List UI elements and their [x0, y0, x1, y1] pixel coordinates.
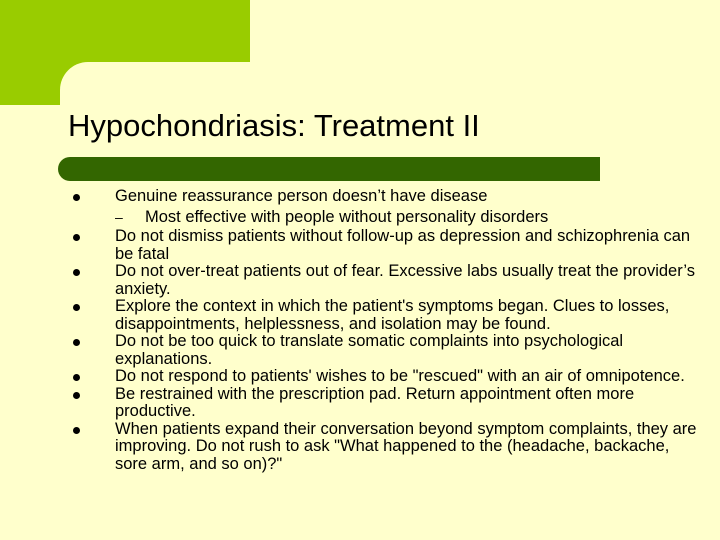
sub-bullet-item-1 — [0, 207, 720, 228]
bullet-dot-icon — [73, 194, 80, 201]
bullet-dot-icon — [73, 269, 80, 276]
dash-bullet-icon: – — [115, 209, 123, 225]
slide-title: Hypochondriasis: Treatment II — [68, 108, 480, 143]
bullet-text: Do not over-treat patients out of fear. Excessive labs usually treat the provider’s anxiety. — [115, 262, 695, 298]
bullet-item-3 — [0, 263, 720, 298]
bullet-text: When patients expand their conversation beyond symptom complaints, they are improving. Do not rush to ask "What happened to the (headache, backache, sore arm, and so on)?" — [115, 419, 697, 473]
bullet-text: Explore the context in which the patient's symptoms began. Clues to losses, disappointments, helplessness, and isolation may be found. — [115, 297, 670, 333]
sub-bullet-text: Most effective with people without personality disorders — [145, 208, 549, 226]
bullet-text: Do not be too quick to translate somatic complaints into psychological explanations. — [115, 332, 624, 368]
bullet-item-7 — [0, 386, 720, 421]
title-divider-bar — [58, 157, 600, 181]
bullet-item-2 — [0, 228, 720, 263]
bullet-text: Do not dismiss patients without follow-up as depression and schizophrenia can be fatal — [115, 227, 691, 263]
bullet-dot-icon — [73, 392, 80, 399]
bullet-item-4 — [0, 298, 720, 333]
bullet-dot-icon — [73, 339, 80, 346]
bullet-text: Do not respond to patients' wishes to be "rescued" with an air of omnipotence. — [115, 367, 685, 385]
bullet-dot-icon — [73, 304, 80, 311]
bullet-dot-icon — [73, 374, 80, 381]
bullet-item-6 — [0, 368, 720, 386]
bullet-item-1 — [0, 186, 720, 207]
bullet-item-8 — [0, 421, 720, 474]
bullet-list — [0, 186, 720, 473]
bullet-text: Genuine reassurance person doesn’t have disease — [115, 187, 488, 205]
bullet-dot-icon — [73, 234, 80, 241]
bullet-dot-icon — [73, 427, 80, 434]
bullet-item-5 — [0, 333, 720, 368]
bullet-text: Be restrained with the prescription pad. Return appointment often more productive. — [115, 384, 635, 420]
